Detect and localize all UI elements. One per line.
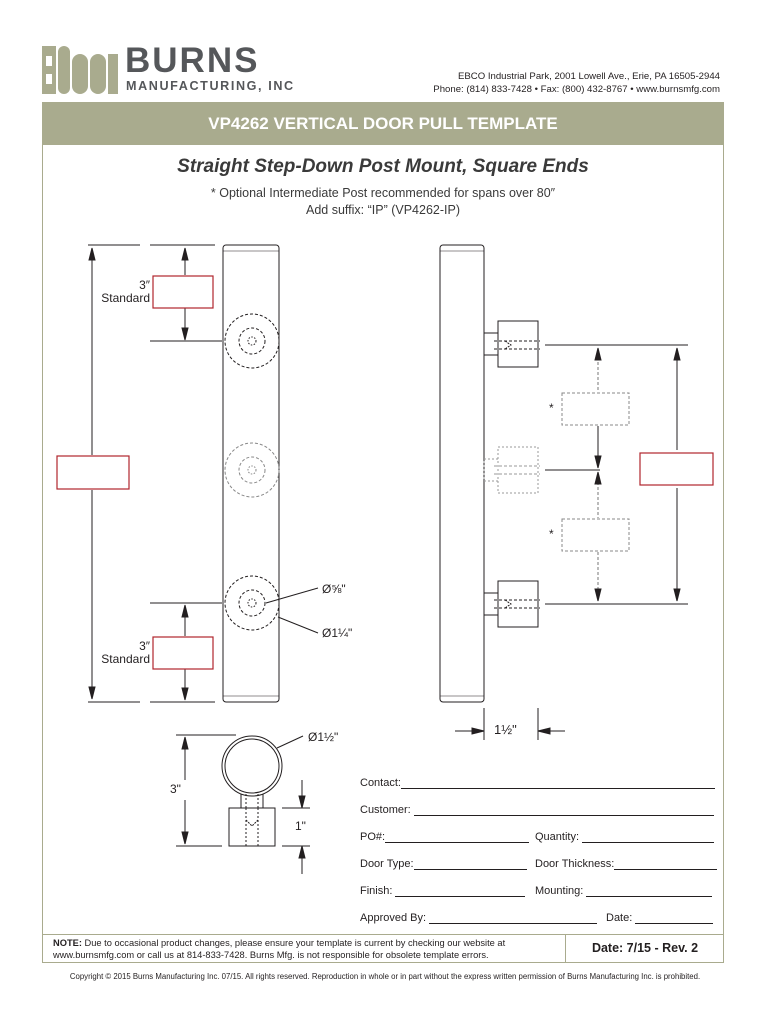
end-view — [222, 736, 282, 846]
template-subtitle: Straight Step-Down Post Mount, Square Ends — [177, 156, 589, 177]
door-thickness-label: Door Thickness: — [535, 858, 615, 870]
quantity-row — [535, 831, 714, 843]
bottom-standard-label — [90, 640, 150, 666]
door-type-row — [360, 858, 527, 870]
copyright: Copyright © 2015 Burns Manufacturing Inc. 07/15. All rights reserved. Reproduction in whole or in part without the express written permission of Burns Manufacturing Inc. is prohibited. — [69, 972, 701, 981]
address-line-2: Phone: (814) 833-7428 • Fax: (800) 432-8767 • www.burnsmfg.com — [433, 84, 720, 95]
mounting-row — [535, 885, 712, 897]
side-center-field — [640, 453, 713, 485]
bottom-standard-field — [153, 637, 213, 669]
note-label: NOTE: — [53, 938, 82, 948]
side-bottom-post — [484, 581, 540, 627]
po-row — [360, 831, 529, 843]
footer-note — [53, 938, 533, 961]
hole-large-label: Ø1¼" — [322, 626, 353, 640]
date-field[interactable] — [635, 913, 713, 924]
door-type-field[interactable] — [414, 859, 527, 870]
po-label: PO#: — [360, 831, 386, 843]
top-post-hole — [225, 314, 279, 368]
address-line-1: EBCO Industrial Park, 2001 Lowell Ave., Erie, PA 16505-2944 — [457, 71, 720, 82]
bottom-standard-text: Standard — [101, 652, 150, 666]
contact-label: Contact: — [360, 777, 401, 789]
optional-marker-top: * — [549, 401, 554, 415]
brand-name: BURNS — [125, 41, 260, 80]
optional-marker-bottom: * — [549, 527, 554, 541]
approved-by-row — [360, 912, 597, 924]
template-title: VP4262 VERTICAL DOOR PULL TEMPLATE — [43, 103, 723, 145]
finish-field[interactable] — [395, 886, 525, 897]
mounting-label: Mounting: — [535, 885, 584, 897]
approved-by-field[interactable] — [429, 913, 597, 924]
note-text: Due to occasional product changes, please ensure your template is current by checking our website at www.burnsmfg.com or call us at 814-833-7428. Burns Mfg. is not responsible for obsolete template errors. — [53, 938, 506, 960]
customer-label: Customer: — [360, 804, 411, 816]
finish-row — [360, 885, 525, 897]
date-revision: Date: 7/15 - Rev. 2 — [565, 934, 724, 962]
projection-label: 1½" — [494, 722, 517, 737]
suffix-note: Add suffix: “IP” (VP4262-IP) — [306, 203, 460, 217]
customer-field[interactable] — [414, 805, 714, 816]
top-standard-field — [153, 276, 213, 308]
quantity-field[interactable] — [582, 832, 714, 843]
hole-small-label: Ø⅝" — [322, 582, 346, 596]
top-standard-text: Standard — [101, 291, 150, 305]
contact-field[interactable] — [401, 778, 715, 789]
top-standard-value: 3″ — [139, 278, 150, 292]
approved-by-label: Approved By: — [360, 912, 427, 924]
middle-post-hole — [225, 443, 279, 497]
quantity-label: Quantity: — [535, 831, 580, 843]
po-field[interactable] — [385, 832, 529, 843]
door-type-label: Door Type: — [360, 858, 414, 870]
finish-label: Finish: — [360, 885, 393, 897]
intermediate-post-note: * Optional Intermediate Post recommended for spans over 80″ — [210, 186, 556, 200]
contact-row — [360, 777, 715, 789]
bottom-post-hole — [225, 576, 279, 630]
bar-diameter-label: Ø1½" — [308, 730, 339, 744]
side-top-post — [484, 321, 540, 367]
door-thickness-field[interactable] — [614, 859, 717, 870]
overall-length-field — [57, 456, 129, 489]
post-height-label: 1" — [295, 819, 306, 833]
side-bar — [440, 245, 484, 702]
door-thickness-row — [535, 858, 717, 870]
date-row — [606, 912, 713, 924]
customer-row — [360, 804, 714, 816]
mounting-field[interactable] — [586, 886, 712, 897]
top-standard-label — [90, 279, 150, 305]
end-height-label: 3" — [170, 782, 181, 796]
side-middle-post — [484, 447, 540, 493]
bottom-standard-value: 3″ — [139, 639, 150, 653]
brand-subname: MANUFACTURING, INC — [126, 79, 295, 93]
date-label: Date: — [606, 912, 633, 924]
